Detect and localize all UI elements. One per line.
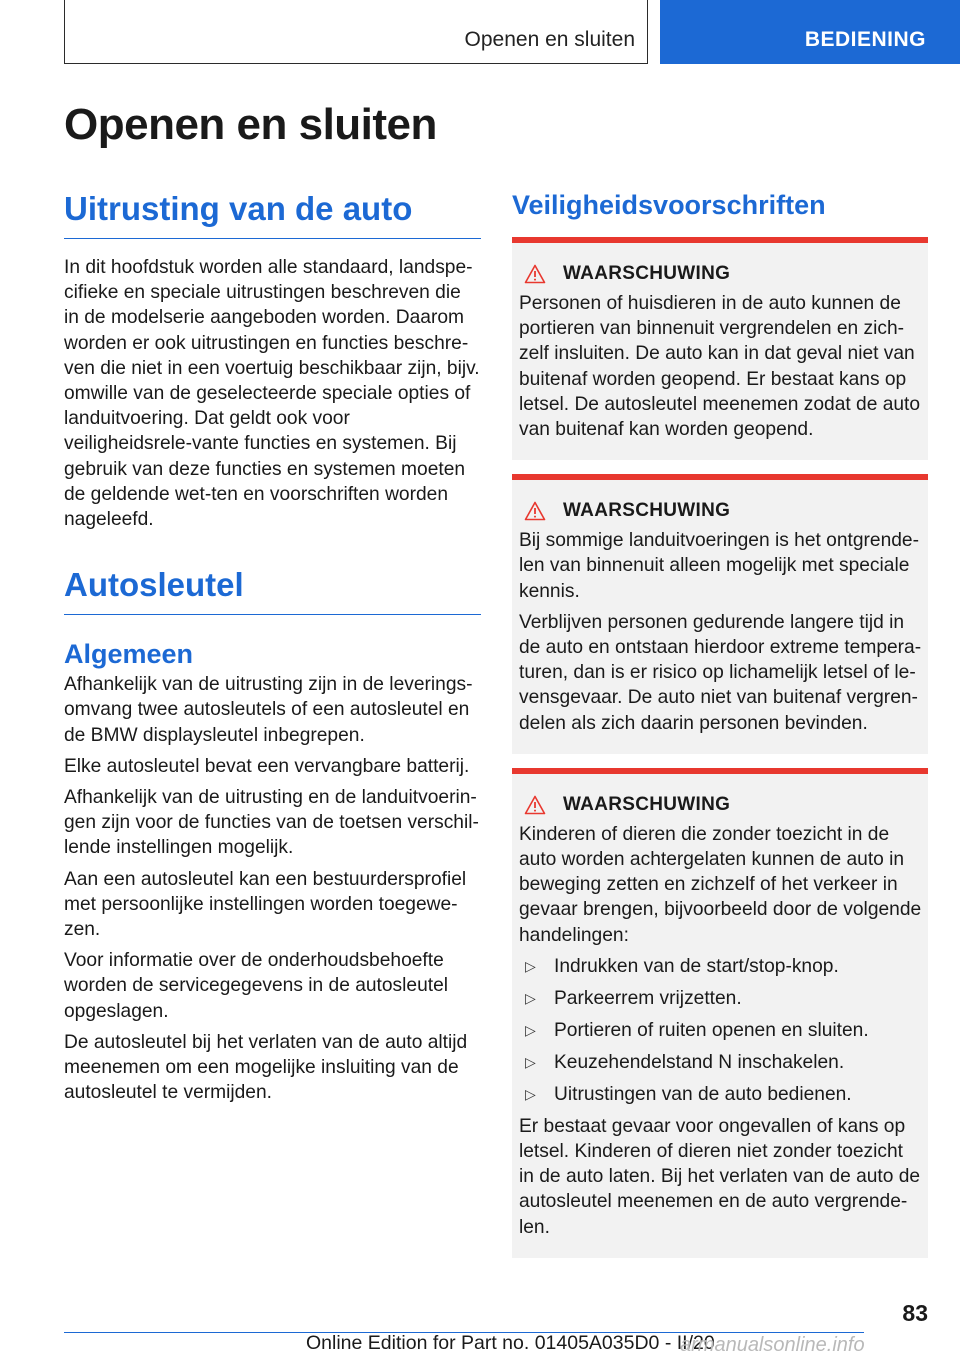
warning-triangle-icon [524,501,546,521]
page-number: 83 [902,1300,928,1326]
warning-text: Personen of huisdieren in de auto kunnen de portieren van binnenuit vergrendelen en zich-zelf insluiten. De auto kan in dat geval niet van buitenaf worden geopend. Er bestaat kans op letsel. De autosleutel meenemen zodat de auto van buitenaf kan worden geopend. [519,293,921,441]
warning-text: Verblijven personen gedurende langere tijd in de auto en ontstaan hierdoor extreme tempera-turen, dan is er risico op lichamelijk letsel of le-vensgevaar. De auto niet van buitenaf vergren-delen als zich daarin personen bevinden. [519,611,922,734]
warning-bullet-list [519,954,922,1107]
header-chapter-tab [660,0,960,64]
triangle-bullet-icon: ▷ [525,1085,536,1102]
warning-box [512,474,928,754]
warning-title: WAARSCHUWING [563,500,731,522]
key-paragraph: Afhankelijk van de uitrusting en de landuitvoerin-gen zijn voor de functies van de toetsen verschil-lende instellingen mogelijk. [64,787,479,859]
triangle-bullet-icon: ▷ [525,957,536,974]
key-subheading: Algemeen [64,639,194,670]
warning-intro: Kinderen of dieren die zonder toezicht in de auto worden achtergelaten kunnen de auto in beweging zetten en zichzelf of het verkeer in gevaar brengen, bijvoorbeeld door de volgende handelingen: [519,823,922,946]
list-item: ▷ Indrukken van de start/stop-knop. [519,954,922,979]
warning-outro: Er bestaat gevaar voor ongevallen of kans op letsel. Kinderen of dieren niet zonder toezicht in de auto laten. Bij het verlaten van de auto de autosleutel meenemen en de auto vergrende-len. [519,1115,921,1238]
warning-box [512,237,928,460]
list-item: ▷ Portieren of ruiten openen en sluiten. [519,1018,922,1043]
safety-heading: Veiligheidsvoorschriften [512,190,826,220]
triangle-bullet-icon: ▷ [525,1053,536,1070]
triangle-bullet-icon: ▷ [525,989,536,1006]
equipment-heading: Uitrusting van de auto [64,190,481,239]
warning-title: WAARSCHUWING [563,793,731,815]
key-paragraph: Afhankelijk van de uitrusting zijn in de leverings-omvang twee autosleutels of een autosleutel en de BMW displaysleutel inbegrepen. [64,674,473,746]
left-column [64,190,481,1105]
warning-box [512,768,928,1258]
key-heading: Autosleutel [64,566,481,615]
right-column [512,190,928,1258]
list-item: ▷ Parkeerrem vrijzetten. [519,986,922,1011]
warning-title: WAARSCHUWING [563,263,731,284]
watermark: armanualsonline.info [680,1334,865,1356]
key-paragraph: Elke autosleutel bevat een vervangbare batterij. [64,755,470,777]
warning-triangle-icon [524,795,546,815]
header-chapter-label: BEDIENING [804,28,926,51]
header-section-title: Openen en sluiten [464,28,635,51]
warning-triangle-icon [524,264,546,284]
key-paragraph: Voor informatie over de onderhoudsbehoefte worden de servicegegevens in de autosleutel opgeslagen. [64,950,449,1022]
footer-edition: Online Edition for Part no. 01405A035D0 - II/20 [306,1332,715,1354]
key-paragraph: Aan een autosleutel kan een bestuurdersprofiel met persoonlijke instellingen worden toegewe-zen. [64,868,467,941]
triangle-bullet-icon: ▷ [525,1021,536,1038]
list-item: ▷ Uitrustingen van de auto bedienen. [519,1082,922,1107]
warning-text: Bij sommige landuitvoeringen is het ontgrende-len van binnenuit alleen mogelijk met speciale kennis. [519,530,919,602]
key-paragraph: De autosleutel bij het verlaten van de auto altijd meenemen om een mogelijke insluiting van de autosleutel te vermijden. [64,1031,468,1104]
equipment-text: In dit hoofdstuk worden alle standaard, landspe-cifieke en speciale uitrustingen beschreven die in de modelserie aangeboden worden. Daarom worden er ook uitrustingen en functies beschre-ven die niet in een voertuig beschikbaar zijn, bijv. omwille van de geselecteerde speciale opties of landuitvoering. Dat geldt ook voor veiligheidsrele-vante functies en systemen. Bij gebruik van deze functies en systemen moeten de geldende wet-ten en voorschriften worden nageleefd. [64,257,480,531]
list-item: ▷ Keuzehendelstand N inschakelen. [519,1050,922,1075]
page-title: Openen en sluiten [64,100,437,149]
header-section-box [64,0,648,64]
